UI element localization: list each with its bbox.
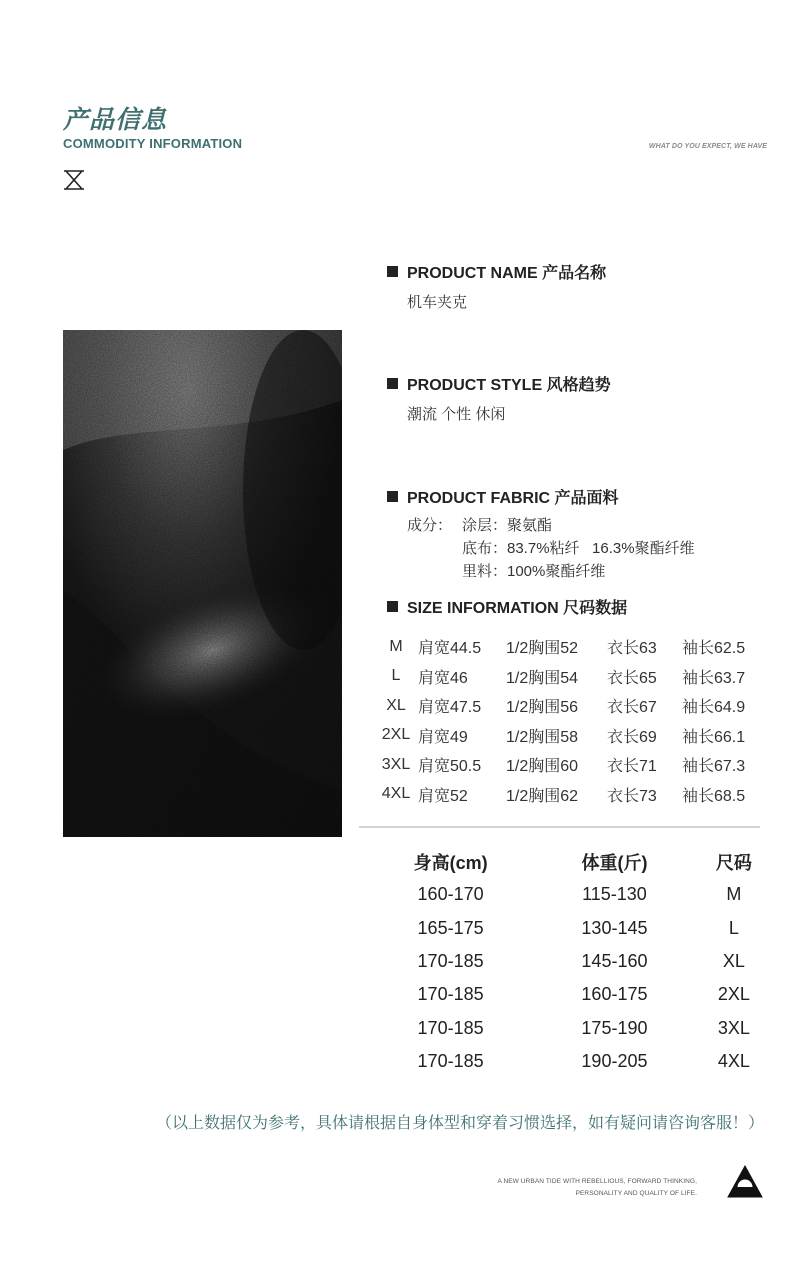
size-measurement-table [374,632,752,809]
leather-texture-graphic [63,330,342,837]
product-style-heading: PRODUCT STYLE 风格趋势 [407,377,611,394]
table-row [374,691,752,721]
fit-cell-weight: 175-190 [581,1017,648,1038]
table-row [364,911,776,944]
table-row [374,721,752,751]
square-bullet-icon [387,266,398,277]
footer-line: PERSONALITY AND QUALITY OF LIFE. [575,1190,697,1197]
fit-cell-weight: 160-175 [581,984,648,1005]
size-cell-sleeve: 袖长63.7 [682,669,746,687]
header-size: 尺码 [715,853,752,873]
size-cell-chest: 1/2胸围52 [506,640,579,658]
size-cell-length: 衣长67 [607,699,657,717]
disclaimer-note: （以上数据仅为参考，具体请根据自身体型和穿着习惯选择，如有疑问请咨询客服！） [155,1115,764,1132]
size-cell-size: 2XL [381,726,411,744]
header-height: 身高(cm) [413,853,488,873]
square-bullet-icon [387,378,398,389]
size-cell-sleeve: 袖长64.9 [682,699,746,717]
size-cell-chest: 1/2胸围58 [506,728,579,746]
fabric-composition [407,514,695,581]
size-cell-shoulder: 肩宽44.5 [418,640,482,658]
size-fit-table [364,846,776,1078]
page-title-cn: 产品信息 [63,106,168,134]
table-row [374,632,752,662]
fit-cell-weight: 130-145 [581,917,648,938]
table-row [374,780,752,810]
size-cell-shoulder: 肩宽46 [418,669,468,687]
footer-line: A NEW URBAN TIDE WITH REBELLIOUS, FORWARD THINKING, [497,1178,697,1185]
size-cell-sleeve: 袖长62.5 [682,640,746,658]
fit-cell-weight: 115-130 [582,884,647,905]
size-cell-shoulder: 肩宽50.5 [418,758,482,776]
size-cell-size: L [391,667,401,685]
table-row [364,1012,776,1045]
fit-cell-height: 170-185 [417,1051,484,1072]
fabric-line: 里料：100%聚酯纤维 [462,563,606,580]
size-cell-chest: 1/2胸围56 [506,699,579,717]
hourglass-icon [63,170,85,190]
triangle-circle-logo [727,1165,763,1198]
product-fabric-heading: PRODUCT FABRIC 产品面料 [407,490,619,507]
size-cell-chest: 1/2胸围62 [506,787,579,805]
size-cell-length: 衣长69 [607,728,657,746]
square-bullet-icon [387,601,398,612]
table-row [364,945,776,978]
fit-cell-size: 3XL [717,1017,750,1038]
size-cell-chest: 1/2胸围60 [506,758,579,776]
fabric-line: 底布：83.7%粘纤 16.3%聚酯纤维 [462,540,695,557]
product-name-section [387,260,606,312]
fit-cell-height: 165-175 [417,917,484,938]
product-style-section [387,372,611,424]
divider [359,826,760,828]
size-cell-size: 4XL [381,785,411,803]
header-weight: 体重(斤) [581,853,648,873]
fit-cell-size: 2XL [717,984,750,1005]
table-row [364,978,776,1011]
size-cell-shoulder: 肩宽47.5 [418,699,482,717]
size-info-heading: SIZE INFORMATION 尺码数据 [407,600,628,617]
size-cell-size: 3XL [381,755,411,773]
size-cell-size: M [389,637,403,655]
fit-cell-height: 160-170 [417,884,484,905]
size-cell-sleeve: 袖长66.1 [682,728,746,746]
fit-cell-height: 170-185 [417,950,484,971]
table-row [374,750,752,780]
size-cell-length: 衣长73 [607,787,657,805]
product-name-value: 机车夹克 [407,294,468,311]
fit-cell-size: L [728,917,739,938]
fit-cell-weight: 145-160 [581,950,648,971]
size-cell-size: XL [386,696,406,714]
size-cell-chest: 1/2胸围54 [506,669,579,687]
fit-cell-size: M [726,884,742,905]
square-bullet-icon [387,491,398,502]
table-row [364,878,776,911]
footer-slogan [497,1176,697,1200]
product-fabric-section [387,485,695,581]
size-cell-length: 衣长71 [607,758,657,776]
page-title-en: COMMODITY INFORMATION [63,136,243,151]
product-name-heading: PRODUCT NAME 产品名称 [407,265,607,282]
fit-cell-height: 170-185 [417,1017,484,1038]
table-row [374,662,752,692]
size-info-section [387,595,627,618]
size-cell-shoulder: 肩宽49 [418,728,468,746]
fit-cell-height: 170-185 [417,984,484,1005]
product-style-value: 潮流 个性 休闲 [407,406,506,423]
fabric-label: 成分： [407,517,453,534]
size-cell-length: 衣长63 [607,640,657,658]
fit-cell-size: XL [722,950,745,971]
fit-cell-size: 4XL [717,1051,750,1072]
size-cell-sleeve: 袖长68.5 [682,787,746,805]
size-cell-length: 衣长65 [607,669,657,687]
size-cell-sleeve: 袖长67.3 [682,758,746,776]
size-cell-shoulder: 肩宽52 [418,787,468,805]
leather-texture-image [63,330,342,837]
table-header-row [364,846,776,878]
table-row [364,1045,776,1078]
fabric-line: 涂层：聚氨酯 [462,517,553,534]
brand-tagline: WHAT DO YOU EXPECT, WE HAVE [648,143,767,150]
fit-cell-weight: 190-205 [581,1051,648,1072]
